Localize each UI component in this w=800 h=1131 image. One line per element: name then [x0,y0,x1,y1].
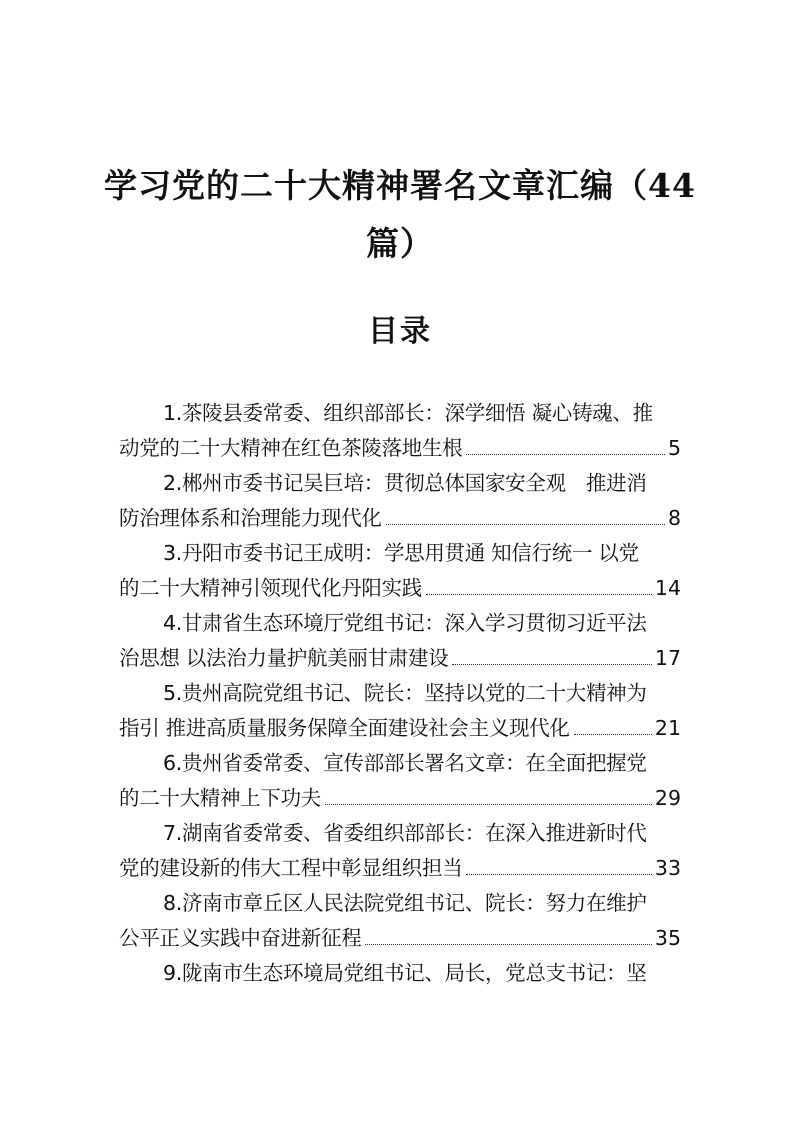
toc-heading: 目录 [368,314,432,349]
toc-entry-text-continued: 防治理体系和治理能力现代化 [119,506,382,530]
toc-entry-text-continued: 的二十大精神上下功夫 [119,786,321,810]
dot-leader [365,943,652,945]
toc-entry-text: 1.茶陵县委常委、组织部部长：深学细悟 凝心铸魂、推 [163,401,653,425]
toc-entry-9[interactable] [119,956,681,1026]
toc-entry-text: 7.湖南省委常委、省委组织部部长：在深入推进新时代 [163,821,647,845]
toc-entry-text: 3.丹阳市委书记王成明：学思用贯通 知信行统一 以党 [163,541,639,565]
toc-entry-7[interactable] [119,816,681,886]
document-title-line-1: 学习党的二十大精神署名文章汇编（44 [104,166,696,205]
toc-page-number: 21 [654,716,681,740]
toc-entry-text-continued: 公平正义实践中奋进新征程 [119,926,362,950]
dot-leader [574,733,652,735]
dot-leader [466,873,652,875]
toc-page-number: 5 [667,436,681,460]
toc-entry-2[interactable] [119,466,681,536]
toc-entry-4[interactable] [119,606,681,676]
toc-entry-text: 4.甘肃省生态环境厅党组书记：深入学习贯彻习近平法 [163,611,647,635]
toc-entry-text-continued: 的二十大精神引领现代化丹阳实践 [119,576,422,600]
toc-entry-text: 6.贵州省委常委、宣传部部长署名文章：在全面把握党 [163,751,647,775]
toc-entry-text-continued: 党的建设新的伟大工程中彰显组织担当 [119,856,463,880]
dot-leader [386,523,665,525]
toc-page-number: 33 [654,856,681,880]
toc-entry-3[interactable] [119,536,681,606]
toc-page-number: 29 [654,786,681,810]
toc-entry-8[interactable] [119,886,681,956]
toc-entry-1[interactable] [119,396,681,466]
dot-leader [325,803,652,805]
toc-entry-text: 5.贵州高院党组书记、院长：坚持以党的二十大精神为 [163,681,647,705]
toc-page-number: 8 [667,506,681,530]
toc-page-number: 17 [654,646,681,670]
toc-entry-6[interactable] [119,746,681,816]
table-of-contents [119,396,681,1026]
toc-entry-text-continued: 治思想 以法治力量护航美丽甘肃建设 [119,646,449,670]
toc-entry-5[interactable] [119,676,681,746]
dot-leader [426,593,652,595]
toc-entry-text-continued: 动党的二十大精神在红色茶陵落地生根 [119,436,463,460]
toc-page-number: 35 [654,926,681,950]
toc-entry-text-continued: 指引 推进高质量服务保障全面建设社会主义现代化 [119,716,570,740]
dot-leader [466,453,665,455]
document-title-line-2: 篇） [366,224,434,263]
dot-leader [452,663,651,665]
toc-entry-text: 8.济南市章丘区人民法院党组书记、院长：努力在维护 [163,891,647,915]
toc-page-number: 14 [654,576,681,600]
toc-entry-text: 2.郴州市委书记吴巨培：贯彻总体国家安全观 推进消 [163,471,647,495]
toc-entry-text: 9.陇南市生态环境局党组书记、局长，党总支书记：坚 [163,961,647,985]
